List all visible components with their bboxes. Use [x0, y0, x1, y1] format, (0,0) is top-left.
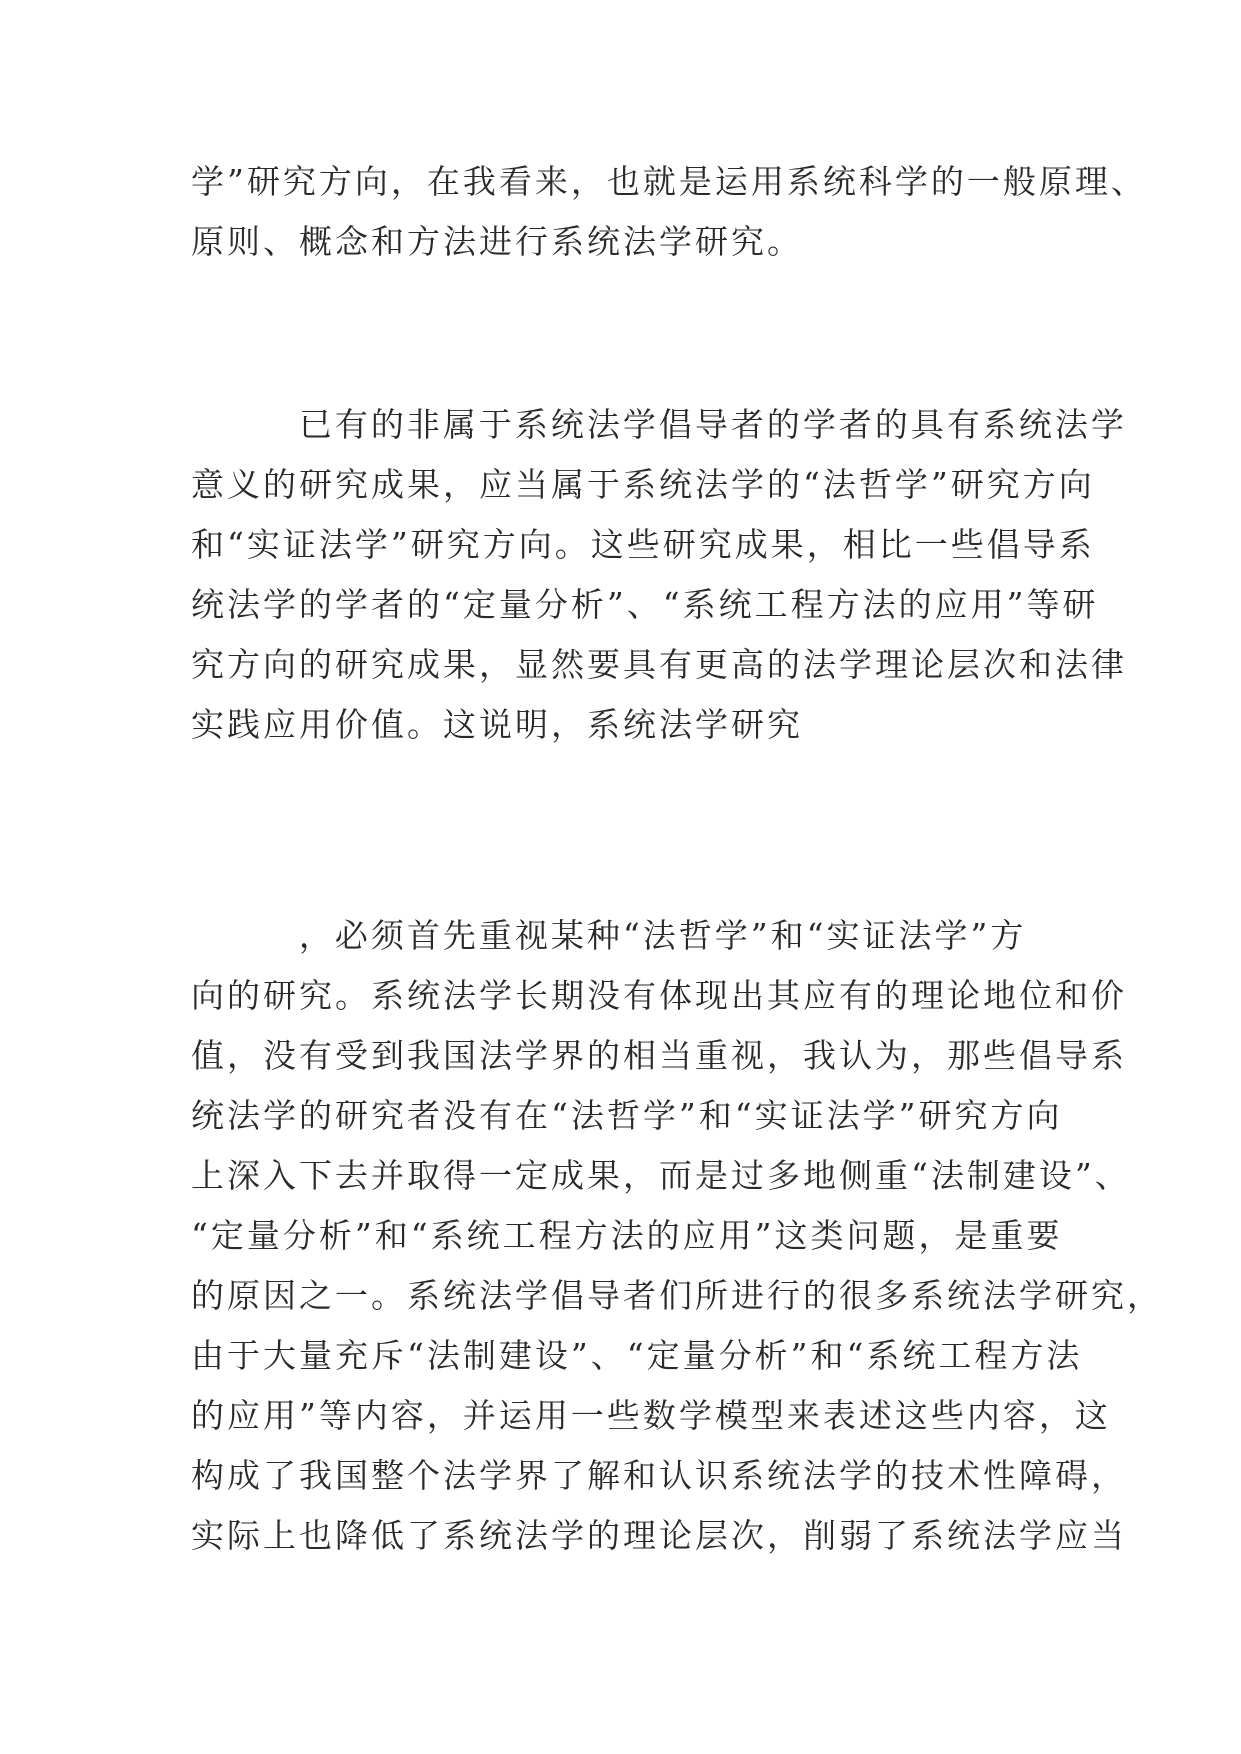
text-line: 实际上也降低了系统法学的理论层次，削弱了系统法学应当 [191, 1516, 1127, 1555]
text-line: 上深入下去并取得一定成果，而是过多地侧重“法制建设”、 [191, 1156, 1131, 1195]
paragraph-2 [191, 395, 1127, 755]
text-line: 向的研究。系统法学长期没有体现出其应有的理论地位和价 [191, 976, 1127, 1015]
text-line: 究方向的研究成果，显然要具有更高的法学理论层次和法律 [191, 645, 1127, 684]
text-line: 的原因之一。系统法学倡导者们所进行的很多系统法学研究， [191, 1276, 1163, 1315]
text-line: 已有的非属于系统法学倡导者的学者的具有系统法学 [191, 405, 1127, 444]
text-line: 值，没有受到我国法学界的相当重视，我认为，那些倡导系 [191, 1036, 1127, 1075]
paragraph-1 [191, 152, 1147, 272]
text-line: 实践应用价值。这说明，系统法学研究 [191, 705, 803, 744]
text-line: 构成了我国整个法学界了解和认识系统法学的技术性障碍， [191, 1456, 1127, 1495]
text-line: 学”研究方向，在我看来，也就是运用系统科学的一般原理、 [191, 162, 1147, 201]
text-line: 统法学的研究者没有在“法哲学”和“实证法学”研究方向 [191, 1096, 1063, 1135]
text-line: 由于大量充斥“法制建设”、“定量分析”和“系统工程方法 [191, 1336, 1083, 1375]
text-line: 原则、概念和方法进行系统法学研究。 [191, 222, 803, 261]
text-line: 统法学的学者的“定量分析”、“系统工程方法的应用”等研 [191, 585, 1099, 624]
text-line: 的应用”等内容，并运用一些数学模型来表述这些内容，这 [191, 1396, 1111, 1435]
text-line: 和“实证法学”研究方向。这些研究成果，相比一些倡导系 [191, 525, 1095, 564]
paragraph-3 [191, 906, 1163, 1566]
text-line: ，必须首先重视某种“法哲学”和“实证法学”方 [191, 916, 1027, 955]
text-line: “定量分析”和“系统工程方法的应用”这类问题，是重要 [191, 1216, 1063, 1255]
text-line: 意义的研究成果，应当属于系统法学的“法哲学”研究方向 [191, 465, 1095, 504]
